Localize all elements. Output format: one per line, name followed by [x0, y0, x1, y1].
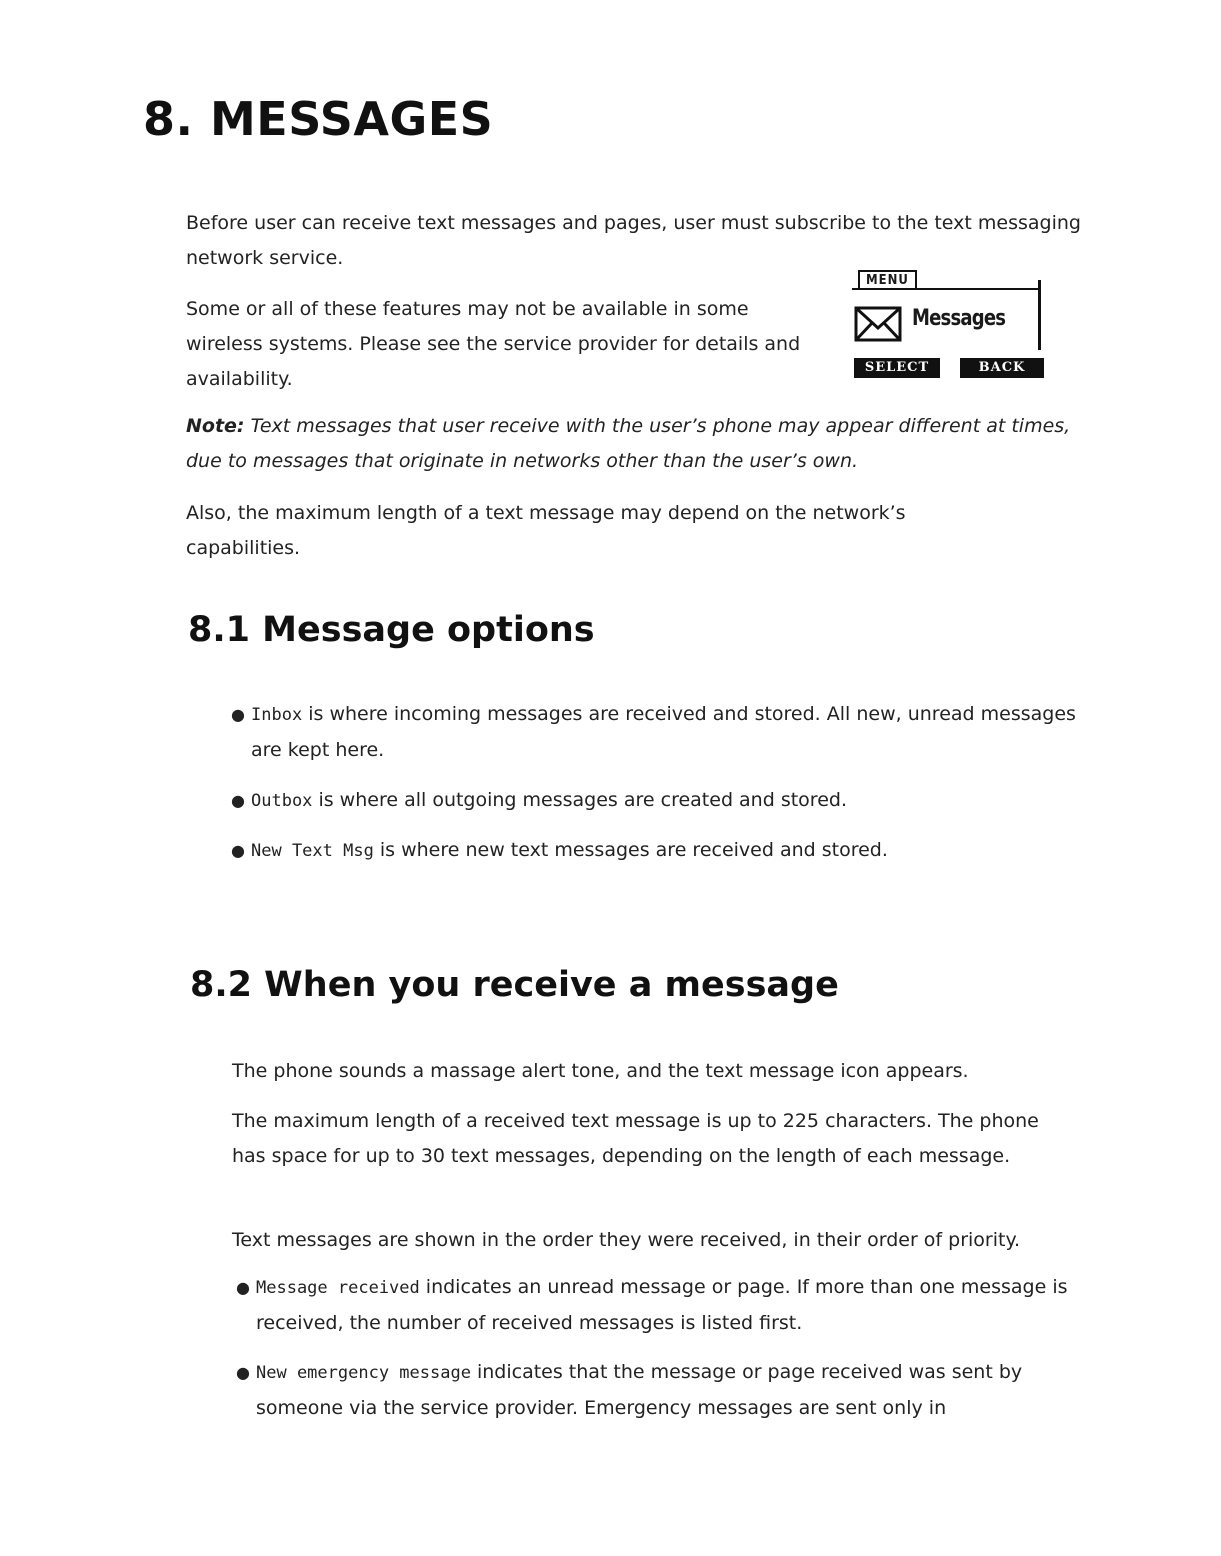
bullet-dot: ● [231, 841, 245, 860]
option-term: New Text Msg [251, 841, 374, 861]
option-description: is where new text messages are received and stored. [373, 839, 888, 861]
page-title: 8. MESSAGES [143, 92, 494, 146]
menu-item-label: Messages [912, 306, 1006, 331]
option-description: is where incoming messages are received and stored. All new, unread messages are kept here. [251, 703, 1076, 761]
bullet-dot: ● [231, 791, 245, 810]
intro-paragraph-1: Before user can receive text messages and pages, user must subscribe to the text messaging network service. [186, 212, 1081, 269]
option-description: is where all outgoing messages are created and stored. [312, 789, 847, 811]
back-softkey: BACK [960, 358, 1044, 378]
scrollbar [1038, 280, 1041, 350]
bullet-dot: ● [236, 1278, 250, 1297]
envelope-icon [854, 306, 902, 342]
section-heading-message-options: 8.1 Message options [188, 610, 595, 650]
option-term: Outbox [251, 791, 313, 811]
status-term: New emergency message [256, 1363, 471, 1383]
status-description: indicates an unread message or page. If more than one message is received, the number of received messages is listed first. [256, 1276, 1068, 1334]
intro-paragraph-3: Also, the maximum length of a text message may depend on the network’s capabilities. [186, 502, 906, 559]
intro-paragraph-2: Some or all of these features may not be available in some wireless systems. Please see the service provider for details and availability. [186, 298, 801, 390]
receive-paragraph-1: The phone sounds a massage alert tone, and the text message icon appears. [232, 1060, 969, 1082]
list-item [231, 697, 1081, 768]
receive-paragraph-2: The maximum length of a received text message is up to 225 characters. The phone has space for up to 30 text messages, depending on the length of each message. [232, 1110, 1039, 1167]
status-description: indicates that the message or page received was sent by someone via the service provider. Emergency messages are sent only in [256, 1361, 1023, 1419]
status-term: Message received [256, 1278, 420, 1298]
note-paragraph [186, 409, 1096, 479]
screen-top-line [852, 288, 1040, 290]
menu-tab: MENU [858, 270, 917, 290]
list-item [231, 833, 1081, 869]
bullet-dot: ● [236, 1363, 250, 1382]
phone-screen-figure [852, 268, 1048, 380]
select-softkey: SELECT [854, 358, 940, 378]
note-label: Note: [186, 415, 245, 437]
note-text: Text messages that user receive with the user’s phone may appear different at times, due to messages that originate in networks other than the user’s own. [186, 415, 1071, 472]
list-item [236, 1355, 1106, 1426]
list-item [236, 1270, 1106, 1341]
option-term: Inbox [251, 705, 303, 725]
bullet-dot: ● [231, 705, 245, 724]
list-item [231, 783, 1081, 819]
section-heading-receive-message: 8.2 When you receive a message [190, 965, 839, 1005]
receive-paragraph-3: Text messages are shown in the order they were received, in their order of priority. [232, 1229, 1021, 1251]
